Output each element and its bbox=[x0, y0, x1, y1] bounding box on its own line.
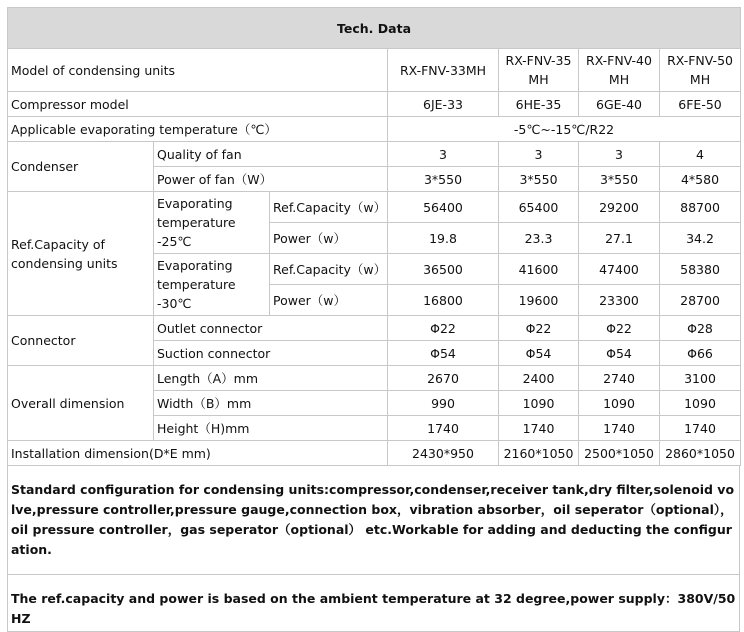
installation-value: 2160*1050 bbox=[499, 441, 579, 466]
fan-power-label: Power of fan（W） bbox=[154, 167, 388, 192]
power-value: 23.3 bbox=[499, 223, 579, 254]
installation-label: Installation dimension(D*E mm) bbox=[8, 441, 388, 466]
page-title: Tech. Data bbox=[8, 8, 741, 49]
spec-table bbox=[7, 7, 741, 466]
outlet-label: Outlet connector bbox=[154, 316, 388, 341]
fan-qty-value: 3 bbox=[499, 142, 579, 167]
tech-data-sheet bbox=[7, 7, 740, 632]
compressor-value: 6JE-33 bbox=[388, 92, 499, 117]
height-value: 1740 bbox=[499, 416, 579, 441]
compressor-value: 6GE-40 bbox=[579, 92, 660, 117]
fan-qty-label: Quality of fan bbox=[154, 142, 388, 167]
installation-value: 2500*1050 bbox=[579, 441, 660, 466]
fan-qty-value: 3 bbox=[388, 142, 499, 167]
suction-value: Φ66 bbox=[660, 341, 741, 366]
fan-power-value: 3*550 bbox=[499, 167, 579, 192]
height-label: Height（H)mm bbox=[154, 416, 388, 441]
refcap-label: Ref.Capacity（w） bbox=[270, 254, 388, 285]
power-value: 16800 bbox=[388, 285, 499, 316]
height-value: 1740 bbox=[579, 416, 660, 441]
power-value: 19.8 bbox=[388, 223, 499, 254]
evaporating-value: -5℃~-15℃/R22 bbox=[388, 117, 741, 142]
fan-qty-value: 4 bbox=[660, 142, 741, 167]
refcap-value: 47400 bbox=[579, 254, 660, 285]
suction-label: Suction connector bbox=[154, 341, 388, 366]
power-label: Power（w） bbox=[270, 223, 388, 254]
power-value: 19600 bbox=[499, 285, 579, 316]
refcap-value: 88700 bbox=[660, 192, 741, 223]
length-value: 2670 bbox=[388, 366, 499, 391]
dimension-label: Overall dimension bbox=[8, 366, 154, 441]
compressor-label: Compressor model bbox=[8, 92, 388, 117]
length-value: 2740 bbox=[579, 366, 660, 391]
evaporating-label: Applicable evaporating temperature（℃） bbox=[8, 117, 388, 142]
installation-value: 2430*950 bbox=[388, 441, 499, 466]
outlet-value: Φ28 bbox=[660, 316, 741, 341]
width-value: 990 bbox=[388, 391, 499, 416]
height-value: 1740 bbox=[660, 416, 741, 441]
length-value: 3100 bbox=[660, 366, 741, 391]
suction-value: Φ54 bbox=[388, 341, 499, 366]
connector-label: Connector bbox=[8, 316, 154, 366]
evap-group1-label: Evaporating temperature -25℃ bbox=[154, 192, 270, 254]
basis-note: The ref.capacity and power is based on the ambient temperature at 32 degree,power supply：380V/50HZ bbox=[7, 575, 740, 632]
power-label: Power（w） bbox=[270, 285, 388, 316]
width-value: 1090 bbox=[499, 391, 579, 416]
power-value: 23300 bbox=[579, 285, 660, 316]
outlet-value: Φ22 bbox=[579, 316, 660, 341]
suction-value: Φ54 bbox=[579, 341, 660, 366]
outlet-value: Φ22 bbox=[388, 316, 499, 341]
capacity-label: Ref.Capacity of condensing units bbox=[8, 192, 154, 316]
refcap-value: 58380 bbox=[660, 254, 741, 285]
model-name: RX-FNV-35 MH bbox=[499, 49, 579, 92]
refcap-value: 41600 bbox=[499, 254, 579, 285]
length-label: Length（A）mm bbox=[154, 366, 388, 391]
model-name: RX-FNV-33MH bbox=[388, 49, 499, 92]
fan-qty-value: 3 bbox=[579, 142, 660, 167]
outlet-value: Φ22 bbox=[499, 316, 579, 341]
condenser-label: Condenser bbox=[8, 142, 154, 192]
height-value: 1740 bbox=[388, 416, 499, 441]
fan-power-value: 3*550 bbox=[579, 167, 660, 192]
refcap-label: Ref.Capacity（w） bbox=[270, 192, 388, 223]
fan-power-value: 3*550 bbox=[388, 167, 499, 192]
power-value: 28700 bbox=[660, 285, 741, 316]
width-value: 1090 bbox=[660, 391, 741, 416]
refcap-value: 29200 bbox=[579, 192, 660, 223]
length-value: 2400 bbox=[499, 366, 579, 391]
fan-power-value: 4*580 bbox=[660, 167, 741, 192]
power-value: 34.2 bbox=[660, 223, 741, 254]
compressor-value: 6HE-35 bbox=[499, 92, 579, 117]
width-value: 1090 bbox=[579, 391, 660, 416]
refcap-value: 36500 bbox=[388, 254, 499, 285]
configuration-note: Standard configuration for condensing units:compressor,condenser,receiver tank,dry filter,solenoid volve,pressure controller,pressure gauge,connection box，vibration absorber，oil seperator（optional），oil pressure controller，gas seperator（optional） etc.Workable for adding and deducting the configuration. bbox=[7, 466, 740, 575]
power-value: 27.1 bbox=[579, 223, 660, 254]
width-label: Width（B）mm bbox=[154, 391, 388, 416]
evap-group2-label: Evaporating temperature -30℃ bbox=[154, 254, 270, 316]
compressor-value: 6FE-50 bbox=[660, 92, 741, 117]
model-label: Model of condensing units bbox=[8, 49, 388, 92]
suction-value: Φ54 bbox=[499, 341, 579, 366]
refcap-value: 56400 bbox=[388, 192, 499, 223]
model-name: RX-FNV-50 MH bbox=[660, 49, 741, 92]
refcap-value: 65400 bbox=[499, 192, 579, 223]
installation-value: 2860*1050 bbox=[660, 441, 741, 466]
model-name: RX-FNV-40 MH bbox=[579, 49, 660, 92]
